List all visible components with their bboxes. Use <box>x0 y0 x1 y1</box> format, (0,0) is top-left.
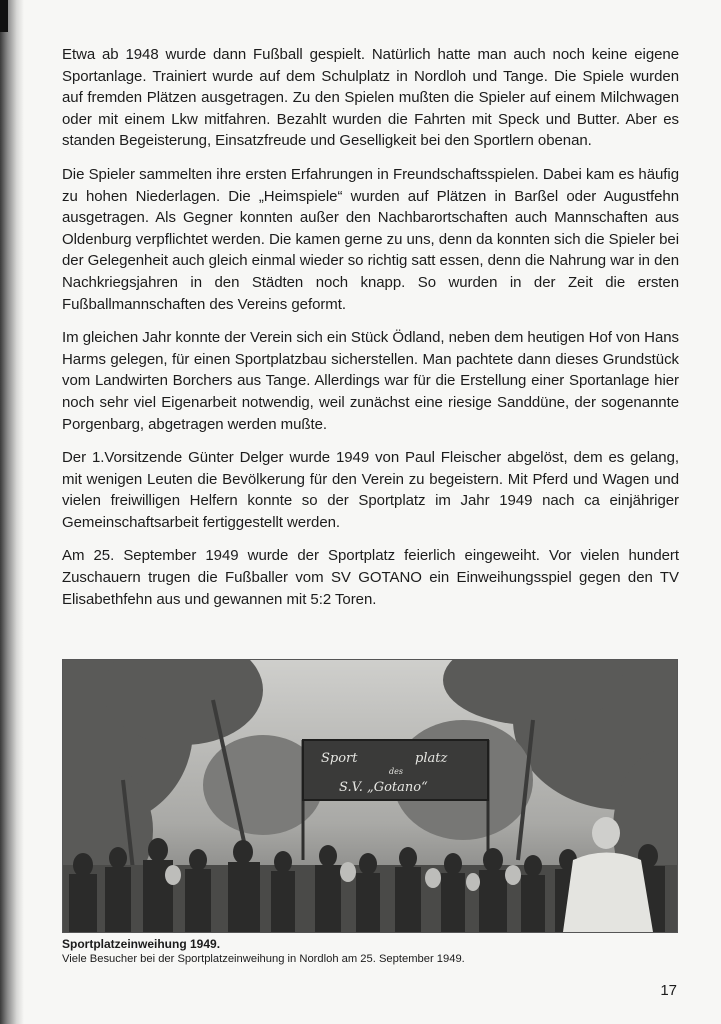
sign-text-platz: platz <box>415 751 448 766</box>
body-text <box>62 44 679 622</box>
paragraph-5: Am 25. September 1949 wurde der Sportplatz feierlich eingeweiht. Vor vielen hundert Zuschauern trugen die Fußballer vom SV GOTANO ein Einweihungsspiel gegen den TV Elisabethfehn aus und gewannen mit 5:2 Toren. <box>62 547 679 608</box>
sign-text-club: S.V. „Gotano“ <box>339 780 428 795</box>
paragraph-2: Die Spieler sammelten ihre ersten Erfahrungen in Freundschaftsspielen. Dabei kam es häufig zu hohen Niederlagen. Die „Heimspiele“ wurden auf Plätzen in Barßel oder Augustfehn ausgetragen. Als Gegner konnten außer den Nachbarortschaften auch Mannschaften aus Oldenburg verpflichtet werden. Die kamen gerne zu uns, denn da konnten sich die Spieler bei der Gelegenheit auch gleich einmal wieder so richtig satt essen, denn die Nahrung war in den Nachkriegsjahren in den Städten noch knapp. So wurden in der Zeit die ersten Fußballmannschaften des Vereins geformt. <box>62 165 679 313</box>
historic-photo <box>62 659 678 933</box>
paragraph-1: Etwa ab 1948 wurde dann Fußball gespielt. Natürlich hatte man auch noch keine eigene Sportanlage. Trainiert wurde auf dem Schulplatz in Nordloh und Tange. Die Spiele wurden auf fremden Plätzen ausgetragen. Zu den Spielen mußten die Spieler auf einem Milchwagen oder mit einem Lkw mitfahren. Bezahlt wurden die Fahrten mit Speck und Butter. Aber es standen Begeisterung, Einsatzfreude und Geselligkeit bei den Sportlern obenan. <box>62 46 679 150</box>
photo-caption <box>62 936 679 967</box>
sign-text-sport: Sport <box>321 751 358 766</box>
caption-title: Sportplatzeinweihung 1949. <box>62 937 221 951</box>
paragraph-4: Der 1.Vorsitzende Günter Delger wurde 1949 von Paul Fleischer abgelöst, dem es gelang, mit wenigen Leuten die Bevölkerung für den Verein zu begeistern. Mit Pferd und Wagen und vielen freiwilligen Helfern konnte so der Sportplatz im Jahr 1949 nach ca einjähriger Gemeinschaftsarbeit fertiggestellt werden. <box>62 449 679 531</box>
book-spine-shadow <box>0 0 24 1024</box>
caption-text: Viele Besucher bei der Sportplatzeinweihung in Nordloh am 25. September 1949. <box>62 953 465 965</box>
paragraph-3: Im gleichen Jahr konnte der Verein sich ein Stück Ödland, neben dem heutigen Hof von Hans Harms gelegen, für einen Sportplatzbau sicherstellen. Man pachtete dann dieses Grundstück vom Landwirten Borchers aus Tange. Allerdings war für die Erstellung einer Sportanlage hier noch sehr viel Eigenarbeit notwendig, weil zunächst eine riesige Sanddüne, der sogenannte Porgenbarg, abgetragen werden mußte. <box>62 329 679 433</box>
photo-illustration <box>63 660 677 932</box>
page-number: 17 <box>660 982 677 999</box>
spine-edge-mark <box>0 0 8 32</box>
sign-text-des: des <box>389 767 403 776</box>
